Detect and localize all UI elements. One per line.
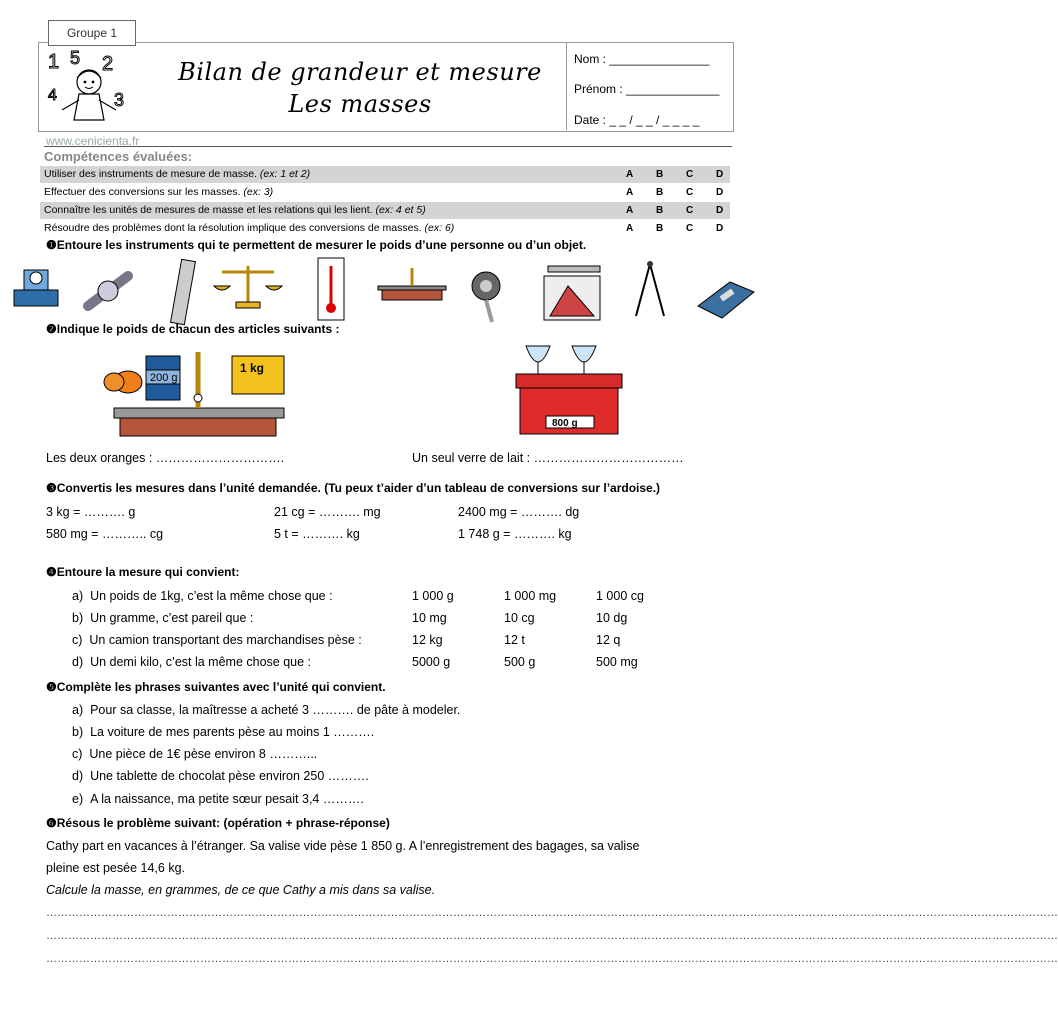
question-3-title: ❸Convertis les mesures dans l’unité demandée. (Tu peux t’aider d’un tableau de conversions sur l’ardoise.) xyxy=(46,481,661,495)
conversion-item: 21 cg = ………. mg xyxy=(274,505,381,519)
q4-option[interactable]: 12 kg xyxy=(412,633,443,647)
q4-option[interactable]: 500 mg xyxy=(596,655,638,669)
problem-text-2: pleine est pesée 14,6 kg. xyxy=(46,861,185,875)
competence-row: Utiliser des instruments de mesure de masse. (ex: 1 et 2) A B C D xyxy=(40,166,730,183)
watch-icon[interactable] xyxy=(88,276,128,306)
thermometer-icon[interactable] xyxy=(318,258,344,320)
svg-text:5: 5 xyxy=(70,48,81,68)
answer-line[interactable]: …………………………………………………………………………………………………………………………………………………………………………………………………………………………………………………… xyxy=(46,907,1058,919)
website-text: www.cenicienta.fr xyxy=(46,134,140,148)
competence-row: Connaître les unités de mesures de masse et les relations qui les lient. (ex: 4 et 5) A B C D xyxy=(40,202,730,219)
balance-scale-icon[interactable] xyxy=(214,266,282,308)
q4-option[interactable]: 1 000 cg xyxy=(596,589,644,603)
girl-numbers-illustration xyxy=(44,48,134,128)
weight-big-label: 1 kg xyxy=(240,361,265,375)
scale-with-glasses xyxy=(508,328,630,440)
svg-text:2: 2 xyxy=(102,53,114,75)
ruler-icon[interactable] xyxy=(171,259,196,324)
tape-measure-icon[interactable] xyxy=(472,272,500,322)
problem-text-1: Cathy part en vacances à l’étranger. Sa valise vide pèse 1 850 g. A l’enregistrement des bagages, sa valise xyxy=(46,839,640,853)
conversion-item: 1 748 g = ………. kg xyxy=(458,527,572,541)
q4-row-a: a) Un poids de 1kg, c’est la même chose que : xyxy=(72,589,333,603)
question-5-title: ❺Complète les phrases suivantes avec l’unité qui convient. xyxy=(46,680,386,694)
q4-row-d: d) Un demi kilo, c’est la même chose que : xyxy=(72,655,312,669)
q5-row: d) Une tablette de chocolat pèse environ 250 ………. xyxy=(72,769,369,783)
answer-glass: Un seul verre de lait : ……………………………… xyxy=(412,451,684,465)
q4-option[interactable]: 12 q xyxy=(596,633,621,647)
q4-option[interactable]: 10 mg xyxy=(412,611,447,625)
q4-option[interactable]: 1 000 mg xyxy=(504,589,557,603)
svg-text:3: 3 xyxy=(114,90,125,110)
q5-row: c) Une pièce de 1€ pèse environ 8 ………... xyxy=(72,747,318,761)
title-line-2: Les masses xyxy=(288,90,432,118)
balance-with-oranges xyxy=(100,338,290,440)
instruments-row xyxy=(8,256,758,328)
svg-text:1: 1 xyxy=(48,51,60,73)
weight-small-label: 200 g xyxy=(150,372,178,384)
q4-option[interactable]: 12 t xyxy=(504,633,525,647)
q5-row: e) A la naissance, ma petite sœur pesait 3,4 ………. xyxy=(72,792,364,806)
date-field[interactable]: Date : _ _ / _ _ / _ _ _ _ xyxy=(574,113,700,127)
answer-line[interactable]: …………………………………………………………………………………………………………………………………………………………………………………………………………………………………………………… xyxy=(46,953,1058,965)
competences-title: Compétences évaluées: xyxy=(44,146,732,164)
q4-row-c: c) Un camion transportant des marchandises pèse : xyxy=(72,633,362,647)
worksheet-title xyxy=(170,56,550,120)
title-line-1: Bilan de grandeur et mesure xyxy=(178,58,542,86)
competence-row: Résoudre des problèmes dont la résolution implique des conversions de masses. (ex: 6) A B C D xyxy=(44,222,724,234)
conversion-item: 3 kg = ………. g xyxy=(46,505,136,519)
q4-option[interactable]: 5000 g xyxy=(412,655,451,669)
group-label: Groupe 1 xyxy=(48,20,136,46)
q4-option[interactable]: 1 000 g xyxy=(412,589,454,603)
question-4-title: ❹Entoure la mesure qui convient: xyxy=(46,565,240,579)
svg-text:4: 4 xyxy=(48,87,57,104)
q4-row-b: b) Un gramme, c’est pareil que : xyxy=(72,611,254,625)
question-2-title: ❷Indique le poids de chacun des articles suivants : xyxy=(46,322,340,336)
conversion-item: 5 t = ………. kg xyxy=(274,527,360,541)
person-scale-icon[interactable] xyxy=(14,270,58,306)
firstname-field[interactable]: Prénom : ______________ xyxy=(574,82,720,96)
competence-row: Effectuer des conversions sur les masses. (ex: 3) A B C D xyxy=(44,186,724,198)
conversion-item: 2400 mg = ………. dg xyxy=(458,505,580,519)
q5-row: a) Pour sa classe, la maîtresse a acheté 3 ………. de pâte à modeler. xyxy=(72,703,461,717)
answer-oranges: Les deux oranges : …………………………. xyxy=(46,451,285,465)
problem-question: Calcule la masse, en grammes, de ce que Cathy a mis dans sa valise. xyxy=(46,883,436,897)
name-field[interactable]: Nom : _______________ xyxy=(574,52,710,66)
conversion-item: 580 mg = ……….. cg xyxy=(46,527,164,541)
scale-display-label: 800 g xyxy=(552,418,578,429)
question-1-title: ❶Entoure les instruments qui te permettent de mesurer le poids d’une personne ou d’un objet. xyxy=(46,238,587,252)
question-6-title: ❻Résous le problème suivant: (opération + phrase-réponse) xyxy=(46,816,390,830)
q4-option[interactable]: 500 g xyxy=(504,655,536,669)
bathroom-scale-icon[interactable] xyxy=(698,282,754,318)
answer-line[interactable]: …………………………………………………………………………………………………………………………………………………………………………………………………………………………………………………… xyxy=(46,930,1058,942)
roberval-scale-icon[interactable] xyxy=(378,268,446,300)
compass-icon[interactable] xyxy=(636,261,664,316)
q4-option[interactable]: 10 dg xyxy=(596,611,628,625)
kitchen-scale-icon[interactable] xyxy=(544,266,600,320)
q4-option[interactable]: 10 cg xyxy=(504,611,535,625)
q5-row: b) La voiture de mes parents pèse au moins 1 ………. xyxy=(72,725,375,739)
